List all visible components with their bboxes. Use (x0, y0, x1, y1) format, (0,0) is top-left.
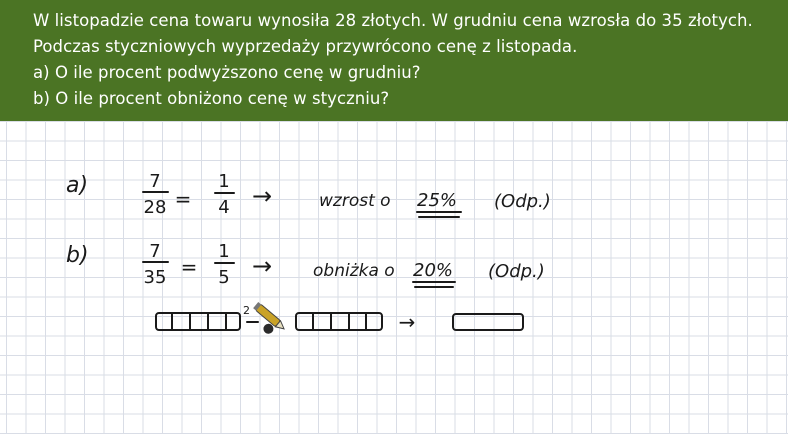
bar-model-result (453, 314, 523, 330)
b-denominator-2: 5 (218, 267, 230, 288)
b-percent: 20% (413, 260, 454, 281)
a-percent: 25% (417, 190, 458, 211)
problem-line-3: a) O ile procent podwyższono cenę w grudniu? (33, 63, 421, 82)
label-a: a) (66, 173, 89, 198)
bar-arrow: → (398, 310, 416, 334)
b-numerator-1: 7 (149, 241, 161, 262)
a-equals: = (174, 187, 192, 211)
problem-line-1: W listopadzie cena towaru wynosiła 28 złotych. W grudniu cena wzrosła do 35 złotych. (33, 11, 753, 30)
problem-line-4: b) O ile procent obniżono cenę w styczniu? (33, 89, 390, 108)
a-answer-marker: (Odp.) (494, 191, 551, 212)
b-denominator-1: 35 (143, 267, 167, 288)
b-result-text: obniżka o (313, 261, 395, 281)
a-arrow: → (251, 182, 273, 210)
a-numerator-1: 7 (149, 171, 161, 192)
label-b: b) (66, 243, 89, 268)
a-result-text: wzrost o (319, 191, 391, 211)
bar-model-middle (296, 313, 382, 330)
a-denominator-1: 28 (143, 197, 167, 218)
b-equals: = (180, 255, 198, 279)
bar-note: 2 (243, 304, 250, 317)
bar-model-left (156, 313, 240, 330)
a-denominator-2: 4 (218, 197, 230, 218)
a-numerator-2: 1 (218, 171, 230, 192)
problem-line-2: Podczas styczniowych wyprzedaży przywrócono cenę z listopada. (33, 37, 578, 56)
b-arrow: → (251, 252, 273, 280)
b-answer-marker: (Odp.) (488, 261, 545, 282)
b-numerator-2: 1 (218, 241, 230, 262)
